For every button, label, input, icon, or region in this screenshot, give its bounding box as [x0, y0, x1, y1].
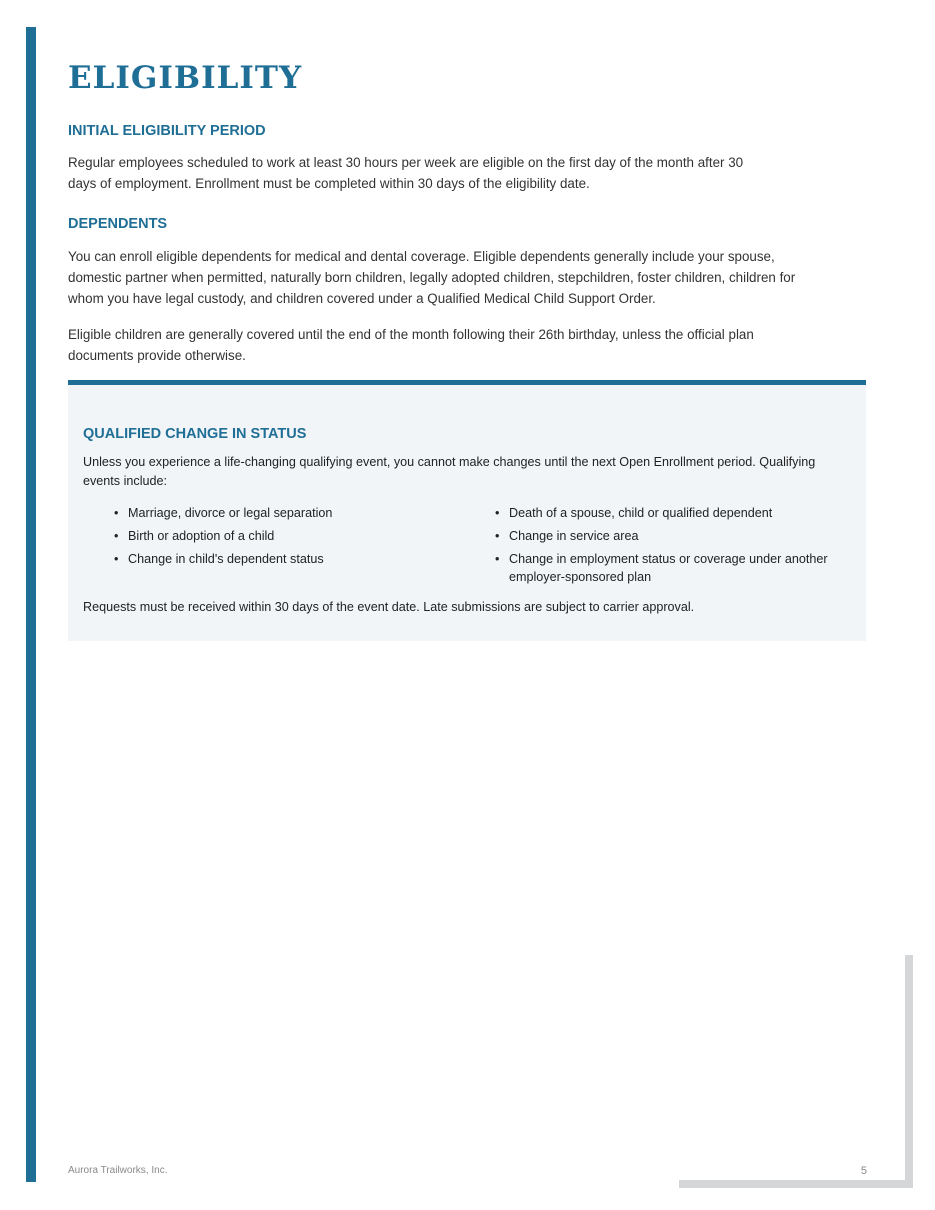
qualifying-events-list-right [495, 504, 835, 591]
list-item: • Birth or adoption of a child [114, 529, 275, 543]
dependents-text: You can enroll eligible dependents for medical and dental coverage. Eligible dependents generally include your spouse, domestic partner when permitted, naturally born children, legally adopted children, stepchildren, foster children, children for whom you have legal custody, and children covered under a Qualified Medical Child Support Order. [68, 249, 796, 306]
list-item: • Death of a spouse, child or qualified dependent [495, 506, 773, 520]
list-item: • Change in service area [495, 529, 639, 543]
bullet-icon: • [114, 552, 119, 566]
bullet-icon: • [495, 552, 500, 566]
list-item: • Marriage, divorce or legal separation [114, 506, 333, 520]
initial-eligibility-heading: INITIAL ELIGIBILITY PERIOD [68, 123, 266, 139]
dependents-age-text: Eligible children are generally covered until the end of the month following their 26th birthday, unless the official plan documents provide otherwise. [68, 327, 754, 363]
bullet-icon: • [495, 529, 500, 543]
qualifying-events-list-left [114, 504, 454, 573]
footer-company-name: Aurora Trailworks, Inc. [68, 1165, 168, 1176]
qualified-change-intro: Unless you experience a life-changing qualifying event, you cannot make changes until the next Open Enrollment period. Qualifying events include: [83, 455, 816, 488]
initial-eligibility-text: Regular employees scheduled to work at least 30 hours per week are eligible on the first day of the month after 30 days of employment. Enrollment must be completed within 30 days of the eligibility date. [68, 155, 744, 191]
page-title: ELIGIBILITY [68, 60, 303, 96]
list-item: • Change in child's dependent status [114, 552, 324, 566]
bullet-icon: • [495, 506, 500, 520]
qualified-change-heading: QUALIFIED CHANGE IN STATUS [83, 426, 307, 442]
bullet-icon: • [114, 529, 119, 543]
list-item: • Change in employment status or coverage under another employer-sponsored plan [495, 552, 828, 584]
bullet-icon: • [114, 506, 119, 520]
page-shadow-right [905, 955, 913, 1188]
dependents-heading: DEPENDENTS [68, 216, 168, 232]
qualified-change-callout [68, 380, 866, 641]
footer-page-number: 5 [860, 1165, 867, 1177]
qualified-change-closing: Requests must be received within 30 days of the event date. Late submissions are subject to carrier approval. [83, 600, 695, 614]
left-accent-bar [26, 27, 36, 1182]
page-shadow-bottom [679, 1180, 913, 1188]
